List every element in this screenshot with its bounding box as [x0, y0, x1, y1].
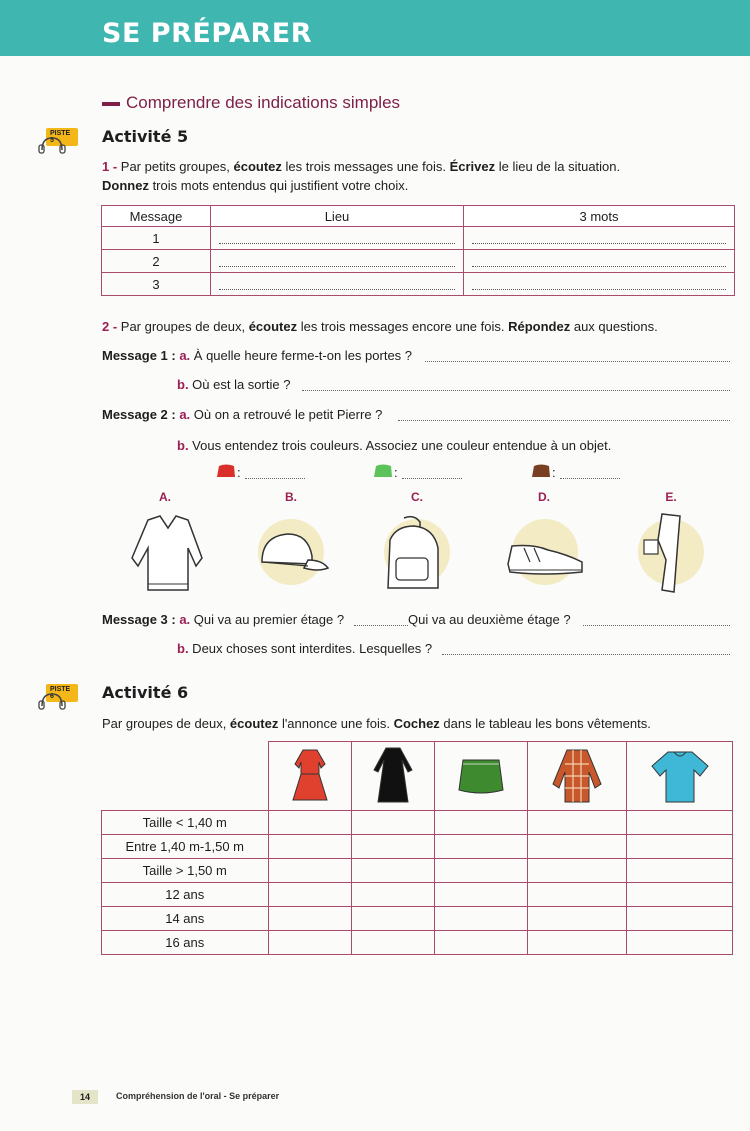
green-paint-icon — [372, 463, 394, 479]
table-row — [102, 811, 733, 835]
row-label: Taille < 1,40 m — [102, 811, 269, 835]
answer-line[interactable] — [302, 379, 730, 391]
message-3-a — [102, 610, 344, 629]
message-3-b — [177, 639, 432, 658]
message-label: Message 2 : — [102, 407, 176, 422]
answer-line[interactable] — [442, 643, 730, 655]
places-table — [101, 205, 735, 296]
question-2 — [102, 317, 722, 336]
piste-6-badge — [38, 684, 78, 710]
item-letter: a. — [179, 612, 191, 627]
row-label: 16 ans — [102, 931, 269, 955]
row-number: 1 — [102, 227, 211, 250]
question-number: 2 - — [102, 319, 118, 334]
page-title: SE PRÉPARER — [102, 18, 313, 49]
item-letter: a. — [179, 407, 191, 422]
message-label: Message 3 : — [102, 612, 176, 627]
answer-line[interactable] — [354, 614, 408, 626]
answer-line[interactable] — [425, 350, 730, 362]
row-label: 12 ans — [102, 883, 269, 907]
bold-verb: écoutez — [229, 716, 279, 731]
checkbox-cell[interactable] — [434, 883, 527, 907]
table-row — [102, 273, 735, 296]
cap-icon — [252, 526, 332, 586]
blue-tshirt-icon — [648, 744, 712, 806]
bold-verb: Écrivez — [449, 159, 496, 174]
table-row — [102, 931, 733, 955]
plaid-shirt-icon — [547, 744, 607, 806]
checkbox-cell[interactable] — [351, 811, 434, 835]
lieu-field[interactable] — [211, 250, 464, 273]
checkbox-cell[interactable] — [627, 907, 733, 931]
brown-paint-icon — [530, 463, 552, 479]
checkbox-cell[interactable] — [527, 883, 626, 907]
question-text: Où est la sortie ? — [188, 377, 291, 392]
row-label: 14 ans — [102, 907, 269, 931]
message-2-b — [177, 436, 611, 455]
checkbox-cell[interactable] — [268, 907, 351, 931]
color-red-answer — [215, 463, 315, 483]
checkbox-cell[interactable] — [434, 835, 527, 859]
checkbox-cell[interactable] — [527, 859, 626, 883]
mots-field[interactable] — [464, 273, 735, 296]
checkbox-cell[interactable] — [268, 811, 351, 835]
checkbox-cell[interactable] — [434, 859, 527, 883]
bold-verb: écoutez — [233, 159, 282, 174]
piste-label: PISTE 5 — [46, 128, 78, 146]
clothing-header — [351, 742, 434, 811]
checkbox-cell[interactable] — [627, 835, 733, 859]
red-paint-icon — [215, 463, 237, 479]
question-text: Qui va au premier étage ? — [190, 612, 345, 627]
row-number: 3 — [102, 273, 211, 296]
checkbox-cell[interactable] — [351, 883, 434, 907]
table-row — [102, 859, 733, 883]
message-2-a — [102, 405, 382, 424]
black-dress-icon — [368, 744, 418, 806]
col-header-lieu: Lieu — [211, 206, 464, 227]
checkbox-cell[interactable] — [527, 835, 626, 859]
section-dash — [102, 102, 120, 106]
activity-6-title: Activité 6 — [102, 683, 189, 702]
checkbox-cell[interactable] — [268, 883, 351, 907]
col-header-message: Message — [102, 206, 211, 227]
colon: : — [394, 465, 398, 480]
red-dress-icon — [285, 744, 335, 806]
checkbox-cell[interactable] — [434, 931, 527, 955]
message-label: Message 1 : — [102, 348, 176, 363]
message-1-b — [177, 375, 290, 394]
bold-verb: Cochez — [393, 716, 440, 731]
color-green-answer — [372, 463, 472, 483]
table-row — [102, 227, 735, 250]
section-title — [102, 93, 400, 113]
text: les trois messages une fois. — [281, 159, 450, 174]
lieu-field[interactable] — [211, 273, 464, 296]
table-row — [102, 907, 733, 931]
row-label: Entre 1,40 m-1,50 m — [102, 835, 269, 859]
mots-field[interactable] — [464, 227, 735, 250]
activity-6-instructions — [102, 714, 722, 733]
section-title-text: Comprendre des indications simples — [126, 93, 401, 112]
answer-line[interactable] — [245, 467, 305, 479]
checkbox-cell[interactable] — [351, 931, 434, 955]
green-skirt-icon — [453, 750, 509, 800]
bold-verb: Répondez — [508, 319, 571, 334]
clothing-header — [268, 742, 351, 811]
sweater-icon — [126, 512, 208, 596]
clothing-header — [627, 742, 733, 811]
text: l'annonce une fois. — [278, 716, 394, 731]
object-letter: A. — [159, 490, 171, 504]
text: Par groupes de deux, — [117, 319, 249, 334]
message-1-a — [102, 346, 412, 365]
bold-verb: Donnez — [102, 178, 149, 193]
checkbox-cell[interactable] — [627, 883, 733, 907]
item-letter: b. — [177, 438, 189, 453]
clothing-header — [434, 742, 527, 811]
text: les trois messages encore une fois. — [297, 319, 509, 334]
checkbox-cell[interactable] — [268, 859, 351, 883]
question-text: Deux choses sont interdites. Lesquelles ? — [188, 641, 433, 656]
answer-line[interactable] — [398, 409, 730, 421]
table-row — [102, 250, 735, 273]
question-text: Où on a retrouvé le petit Pierre ? — [190, 407, 383, 422]
table-row — [102, 883, 733, 907]
table-row — [102, 835, 733, 859]
checkbox-cell[interactable] — [268, 931, 351, 955]
checkbox-cell[interactable] — [527, 811, 626, 835]
checkbox-cell[interactable] — [351, 859, 434, 883]
checkbox-cell[interactable] — [351, 835, 434, 859]
text: le lieu de la situation. — [495, 159, 621, 174]
checkbox-cell[interactable] — [268, 835, 351, 859]
trousers-icon — [636, 510, 698, 598]
item-letter: a. — [179, 348, 191, 363]
footer-text: Compréhension de l'oral - Se préparer — [116, 1091, 280, 1101]
question-text: Vous entendez trois couleurs. Associez une couleur entendue à un objet. — [188, 438, 612, 453]
row-number: 2 — [102, 250, 211, 273]
answer-line[interactable] — [560, 467, 620, 479]
checkbox-cell[interactable] — [627, 811, 733, 835]
piste-label: PISTE 6 — [46, 684, 78, 702]
lieu-field[interactable] — [211, 227, 464, 250]
headphones-icon — [38, 128, 78, 154]
headphones-icon — [38, 684, 78, 710]
text: Par groupes de deux, — [102, 716, 230, 731]
corner-cell — [102, 742, 269, 811]
checkbox-cell[interactable] — [627, 931, 733, 955]
colon: : — [552, 465, 556, 480]
checkbox-cell[interactable] — [434, 811, 527, 835]
object-letter: C. — [411, 490, 423, 504]
object-letter: E. — [665, 490, 677, 504]
checkbox-cell[interactable] — [527, 907, 626, 931]
text: dans le tableau les bons vêtements. — [439, 716, 651, 731]
text: Par petits groupes, — [117, 159, 234, 174]
item-letter: b. — [177, 641, 189, 656]
object-letter: B. — [285, 490, 297, 504]
checkbox-cell[interactable] — [527, 931, 626, 955]
activity-5-title: Activité 5 — [102, 127, 189, 146]
checkbox-cell[interactable] — [434, 907, 527, 931]
col-header-3-mots: 3 mots — [464, 206, 735, 227]
answer-line[interactable] — [402, 467, 462, 479]
backpack-icon — [376, 514, 452, 594]
question-number: 1 - — [102, 159, 118, 174]
color-brown-answer — [530, 463, 630, 483]
checkbox-cell[interactable] — [627, 859, 733, 883]
question-text: À quelle heure ferme-t-on les portes ? — [190, 348, 413, 363]
checkbox-cell[interactable] — [351, 907, 434, 931]
mots-field[interactable] — [464, 250, 735, 273]
item-letter: b. — [177, 377, 189, 392]
row-label: Taille > 1,50 m — [102, 859, 269, 883]
text: aux questions. — [570, 319, 658, 334]
answer-line[interactable] — [583, 614, 730, 626]
colon: : — [237, 465, 241, 480]
piste-5-badge — [38, 128, 78, 154]
message-3-a2: Qui va au deuxième étage ? — [408, 612, 571, 627]
object-letter: D. — [538, 490, 550, 504]
sneakers-icon — [504, 534, 588, 582]
text: trois mots entendus qui justifient votre choix. — [148, 178, 409, 193]
page-number: 14 — [72, 1090, 98, 1104]
bold-verb: écoutez — [248, 319, 298, 334]
clothing-header — [527, 742, 626, 811]
question-1 — [102, 157, 712, 195]
clothes-table — [101, 741, 733, 955]
